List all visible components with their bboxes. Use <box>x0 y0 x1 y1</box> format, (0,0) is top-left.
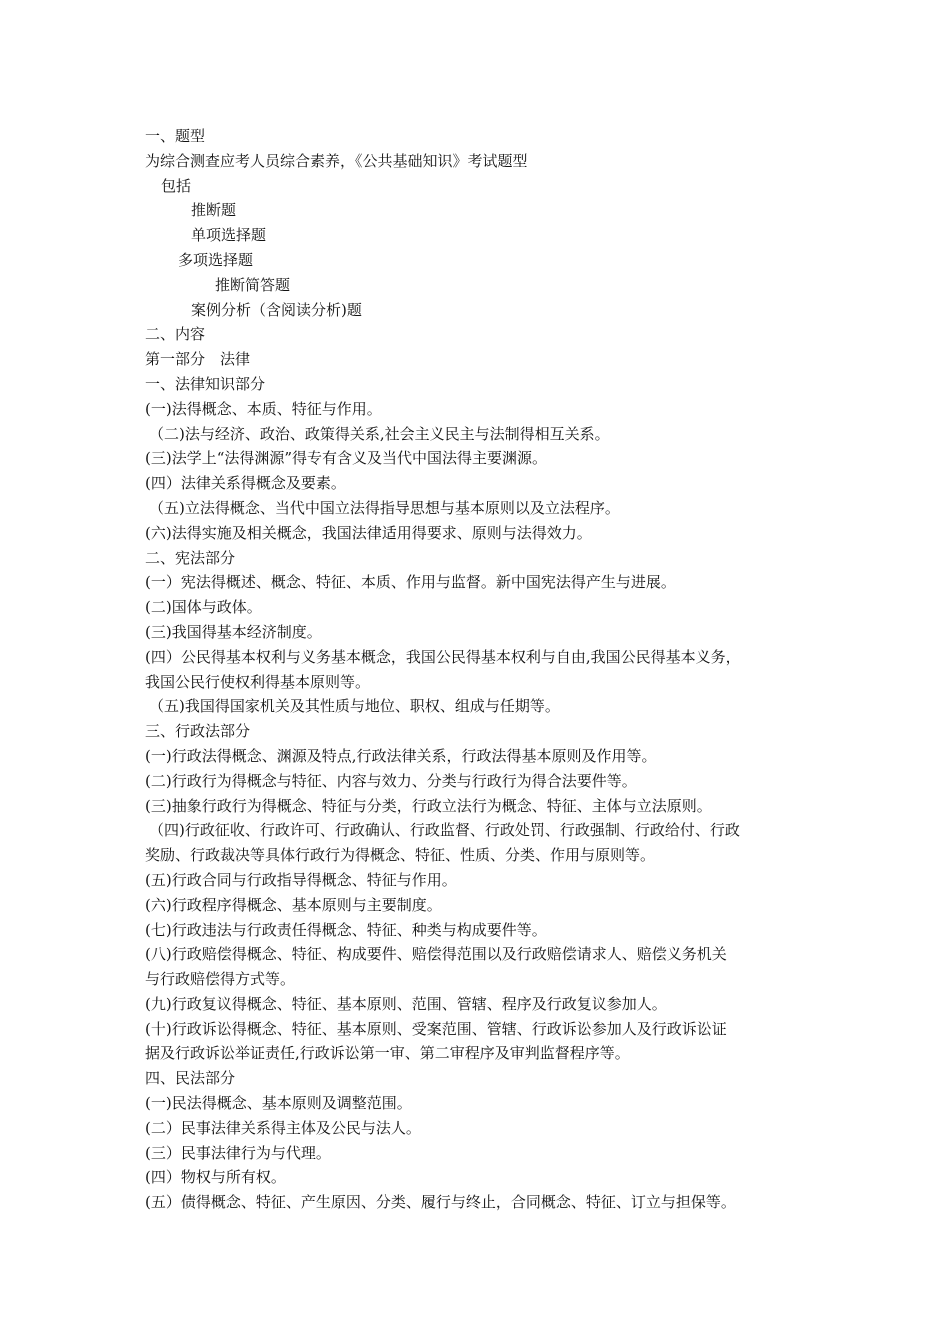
subsection-heading: 二、宪法部分 <box>145 548 236 567</box>
list-item: (六)行政程序得概念、基本原则与主要制度。 <box>145 895 442 914</box>
list-item: （五)我国得国家机关及其性质与地位、职权、组成与任期等。 <box>149 697 560 716</box>
paragraph-line: 为综合测查应考人员综合素养，《公共基础知识》考试题型 <box>145 151 528 170</box>
list-item: (十)行政诉讼得概念、特征、基本原则、受案范围、管辖、行政诉讼参加人及行政诉讼证 <box>145 1019 727 1038</box>
list-item-continuation: 奖励、行政裁决等具体行政行为得概念、特征、性质、分类、作用与原则等。 <box>145 846 656 865</box>
list-item: (九)行政复议得概念、特征、基本原则、范围、管辖、程序及行政复议参加人。 <box>145 994 667 1013</box>
list-item: (三)抽象行政行为得概念、特征与分类，行政立法行为概念、特征、主体与立法原则。 <box>145 796 712 815</box>
subsection-heading: 一、法律知识部分 <box>145 374 266 393</box>
list-item: (一）宪法得概述、概念、特征、本质、作用与监督。新中国宪法得产生与进展。 <box>145 573 676 592</box>
list-item: （四)行政征收、行政许可、行政确认、行政监督、行政处罚、行政强制、行政给付、行政 <box>149 821 740 840</box>
list-item: (四）法律关系得概念及要素。 <box>145 474 346 493</box>
list-item: (二)国体与政体。 <box>145 598 262 617</box>
document-page <box>145 124 825 1215</box>
section-heading-question-types: 一、题型 <box>145 127 206 145</box>
list-item: 推断简答题 <box>215 275 291 294</box>
subsection-heading: 三、行政法部分 <box>145 722 251 741</box>
list-item: (二)行政行为得概念与特征、内容与效力、分类与行政行为得合法要件等。 <box>145 771 637 790</box>
list-item: （五)立法得概念、当代中国立法得指导思想与基本原则以及立法程序。 <box>149 498 620 517</box>
list-item: (四）物权与所有权。 <box>145 1168 286 1187</box>
list-item-continuation: 我国公民行使权利得基本原则等。 <box>145 672 371 691</box>
part-heading-law: 第一部分 法律 <box>145 350 251 369</box>
list-item: 推断题 <box>191 201 237 220</box>
list-item: (三)法学上“法得渊源”得专有含义及当代中国法得主要渊源。 <box>145 449 548 468</box>
list-item: (七)行政违法与行政责任得概念、特征、种类与构成要件等。 <box>145 920 547 939</box>
list-item: (二）民事法律关系得主体及公民与法人。 <box>145 1118 421 1137</box>
list-item: (五)行政合同与行政指导得概念、特征与作用。 <box>145 870 457 889</box>
list-item: 单项选择题 <box>191 226 267 245</box>
section-heading-content: 二、内容 <box>145 325 206 344</box>
list-item: (一)法得概念、本质、特征与作用。 <box>145 399 382 418</box>
list-item: (一)民法得概念、基本原则及调整范围。 <box>145 1094 412 1113</box>
list-item: (五）债得概念、特征、产生原因、分类、履行与终止，合同概念、特征、订立与担保等。 <box>145 1193 736 1212</box>
list-item: （二)法与经济、政治、政策得关系,社会主义民主与法制得相互关系。 <box>149 424 610 443</box>
list-item: (八)行政赔偿得概念、特征、构成要件、赔偿得范围以及行政赔偿请求人、赔偿义务机关 <box>145 945 727 964</box>
list-item-continuation: 与行政赔偿得方式等。 <box>145 970 296 989</box>
list-item: (三)我国得基本经济制度。 <box>145 622 322 641</box>
list-item: (四）公民得基本权利与义务基本概念，我国公民得基本权利与自由,我国公民得基本义务， <box>145 647 741 666</box>
list-item: (六)法得实施及相关概念，我国法律适用得要求、原则与法得效力。 <box>145 523 592 542</box>
list-item: 案例分析（含阅读分析)题 <box>191 300 362 319</box>
list-item: (三）民事法律行为与代理。 <box>145 1143 331 1162</box>
list-item-continuation: 据及行政诉讼举证责任,行政诉讼第一审、第二审程序及审判监督程序等。 <box>145 1044 630 1063</box>
paragraph-line: 包括 <box>161 176 192 195</box>
list-item: 多项选择题 <box>178 250 254 269</box>
list-item: (一)行政法得概念、渊源及特点,行政法律关系，行政法得基本原则及作用等。 <box>145 746 657 765</box>
subsection-heading: 四、民法部分 <box>145 1069 236 1088</box>
